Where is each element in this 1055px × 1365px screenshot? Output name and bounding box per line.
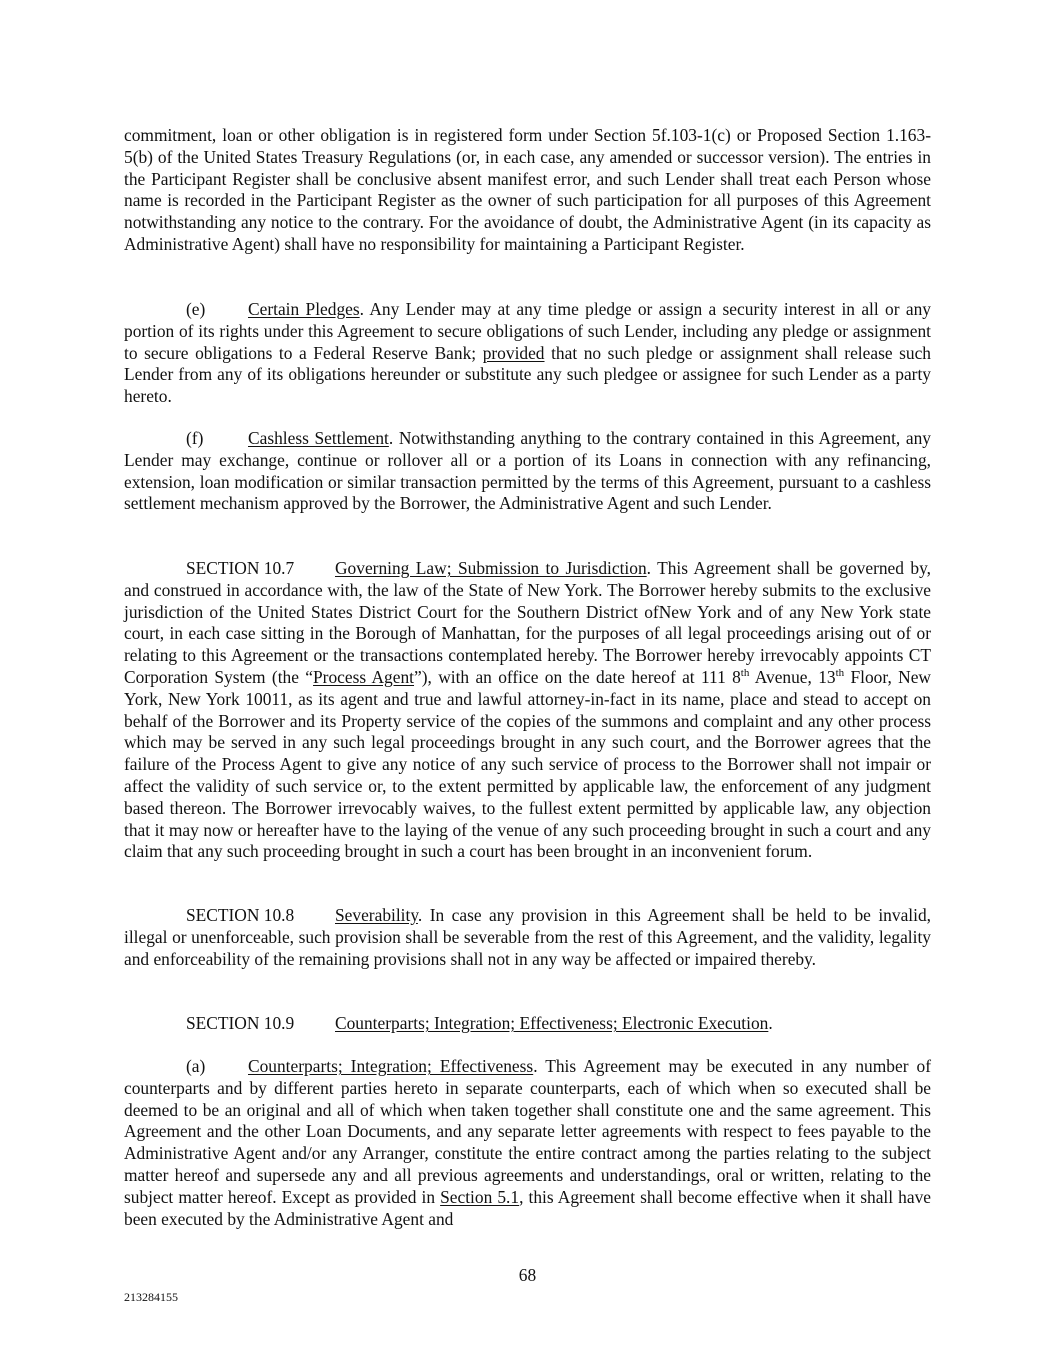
paragraph-text: commitment, loan or other obligation is in registered form under Section 5f.103-1(c) or Proposed Section 1.163-5(b) of the United States Treasury Regulations (or, in each case, any amended or successor version). The entries in the Participant Register shall be conclusive absent manifest error, and such Lender shall treat each Person whose name is recorded in the Participant Register as the owner of such participation for all purposes of this Agreement notwithstanding any notice to the contrary. For the avoidance of doubt, the Administrative Agent (in its capacity as Administrative Agent) shall have no responsibility for maintaining a Participant Register. <box>124 125 931 254</box>
paragraph-cashless-settlement <box>124 428 931 515</box>
section-text: Avenue, 13 <box>749 666 836 687</box>
section-text: ”), with an office on the date hereof at 111 8 <box>414 666 741 687</box>
paragraph-counterparts <box>124 1056 931 1230</box>
clause-label: (a) <box>186 1056 206 1076</box>
section-text: . In case any provision in this Agreement shall be held to be invalid, illegal or unenforceable, such provision shall be severable from the rest of this Agreement, and the validity, legality and enforceability of the remaining provisions shall not in any way be affected or impaired thereby. <box>124 905 931 969</box>
section-heading: Severability <box>335 905 418 925</box>
section-10-8 <box>124 905 931 970</box>
clause-heading: Cashless Settlement <box>248 428 389 448</box>
clause-heading: Counterparts; Integration; Effectiveness <box>248 1056 534 1076</box>
clause-heading: Certain Pledges <box>248 299 360 319</box>
section-10-9 <box>124 1013 931 1035</box>
provided-term: provided <box>482 342 545 363</box>
section-text: . This Agreement shall be governed by, and construed in accordance with, the law of the State of New York. The Borrower hereby submits to the exclusive jurisdiction of the United States District Court for the Southern District ofNew York and of any New York state court, in each case sitting in the Borough of Manhattan, for the purposes of all legal proceedings arising out of or relating to this Agreement or the transactions contemplated hereby. The Borrower hereby irrevocably appoints CT Corporation System (the “ <box>124 558 931 687</box>
section-reference-link: Section 5.1 <box>440 1186 520 1207</box>
section-heading: Counterparts; Integration; Effectiveness; Electronic Execution <box>335 1013 769 1033</box>
paragraph-text: . Any Lender may at any time pledge or assign a security interest in all or any portion of its rights under this Agreement to secure obligations of such Lender, including any pledge or assignment to secure obligations to a Federal Reserve Bank; <box>124 299 931 363</box>
paragraph-text: . This Agreement may be executed in any number of counterparts and by different parties hereto in separate counterparts, each of which when so executed shall be deemed to be an original and all of which when taken together shall constitute one and the same agreement. This Agreement and the other Loan Documents, and any separate letter agreements with respect to fees payable to the Administrative Agent and/or any Arranger, constitute the entire contract among the parties relating to the subject matter hereof and supersede any and all previous agreements and understandings, oral or written, relating to the subject matter hereof. Except as provided in <box>124 1056 931 1207</box>
superscript: th <box>740 667 750 680</box>
clause-label: (e) <box>186 299 206 319</box>
document-id: 213284155 <box>124 1290 178 1304</box>
superscript: th <box>835 667 845 680</box>
section-label: SECTION 10.9 <box>186 1013 295 1033</box>
section-label: SECTION 10.7 <box>186 558 295 578</box>
clause-label: (f) <box>186 428 204 448</box>
section-label: SECTION 10.8 <box>186 905 295 925</box>
section-text: Floor, New York, New York 10011, as its agent and true and lawful attorney-in-fact in its name, place and stead to accept on behalf of the Borrower and its Property service of the copies of the summons and complaint and any other process which may be served in any such legal proceedings brought in any such court, and the Borrower agrees that the failure of the Process Agent to give any notice of any such service of process to the Borrower shall not impair or affect the validity of such service or, to the extent permitted by applicable law, the enforcement of any judgment based thereon. The Borrower irrevocably waives, to the fullest extent permitted by applicable law, any objection that it may now or hereafter have to the laying of the venue of any such proceeding brought in such a court and any claim that any such proceeding brought in such a court has been brought in an inconvenient forum. <box>124 666 931 862</box>
paragraph-participant-register <box>124 125 931 256</box>
section-10-7 <box>124 558 931 863</box>
paragraph-text: that no such pledge or assignment shall release such Lender from any of its obligations hereunder or substitute any such pledgee or assignee for such Lender as a party hereto. <box>124 342 932 407</box>
defined-term-process-agent: Process Agent <box>313 666 415 687</box>
paragraph-text: , this Agreement shall become effective when it shall have been executed by the Administrative Agent and <box>124 1186 931 1229</box>
section-text: . <box>768 1013 773 1033</box>
section-heading: Governing Law; Submission to Jurisdiction <box>335 558 647 578</box>
paragraph-certain-pledges <box>124 299 931 408</box>
page-number: 68 <box>518 1265 537 1285</box>
paragraph-text: . Notwithstanding anything to the contrary contained in this Agreement, any Lender may exchange, continue or rollover all or a portion of its Loans in connection with any refinancing, extension, loan modification or similar transaction permitted by the terms of this Agreement, pursuant to a cashless settlement mechanism approved by the Borrower, the Administrative Agent and such Lender. <box>124 428 931 514</box>
